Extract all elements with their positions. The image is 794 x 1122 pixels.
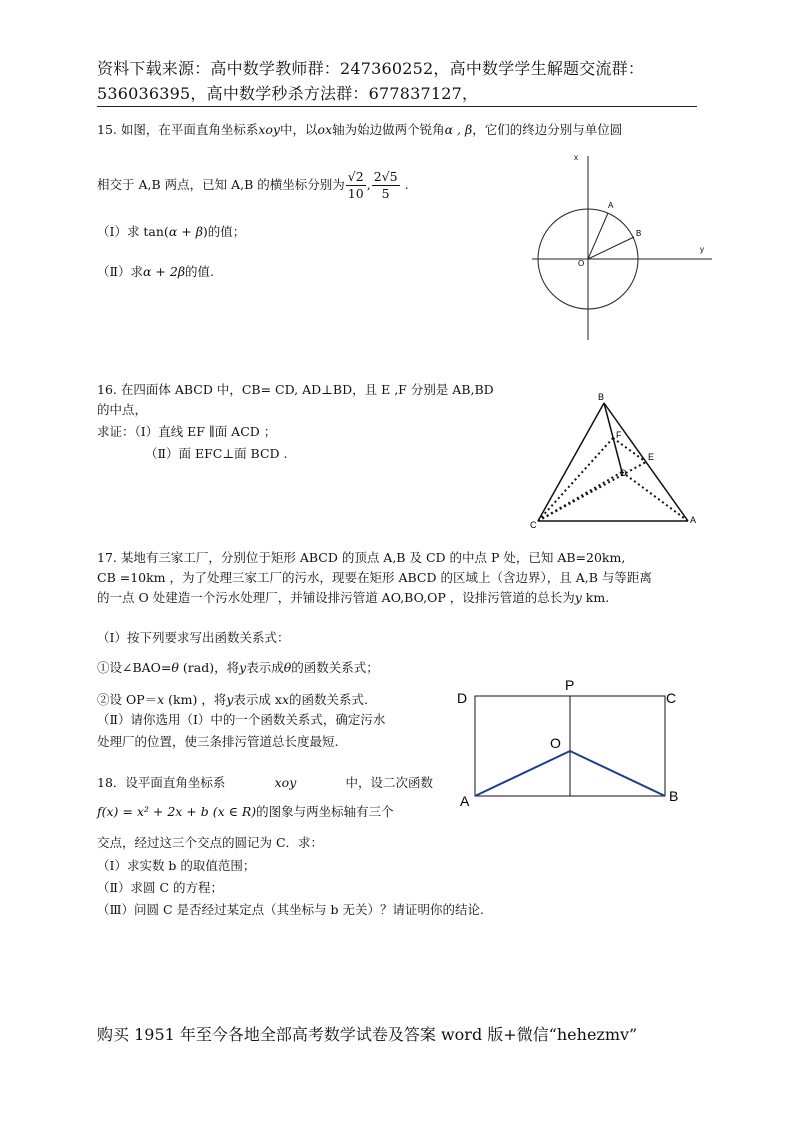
q17-part-2-line-1: （Ⅱ）请你选用（Ⅰ）中的一个函数关系式，确定污水	[97, 712, 386, 727]
fraction-2: $\frac{2√5}{5}$	[373, 168, 398, 201]
q18-line-2: f(x) = x² + 2x + b (x ∈ R)的图象与两坐标轴有三个	[97, 804, 394, 819]
vertex-label-d: D	[620, 468, 627, 478]
q16-line-4: （Ⅱ）面 EFC⊥面 BCD .	[145, 446, 288, 461]
point-label-f: F	[616, 430, 622, 440]
page-header	[97, 56, 707, 106]
vertex-label-c: C	[530, 520, 537, 530]
q16-line-2: 的中点，	[97, 402, 148, 417]
fraction-1: $\frac{√2}{10}$	[347, 168, 364, 201]
point-label-o: O	[550, 735, 561, 751]
q17-line-1: 17. 某地有三家工厂，分别位于矩形 ABCD 的顶点 A,B 及 CD 的中点 P 处，已知 AB=20km,	[97, 550, 626, 565]
axis-label-y: y	[700, 245, 704, 254]
header-line-1: 资料下载来源：高中数学教师群：247360252，高中数学学生解题交流群：	[97, 59, 645, 78]
point-label-o: O	[578, 259, 585, 268]
vertex-label-b: B	[598, 392, 605, 402]
q18-part-1: （Ⅰ）求实数 b 的取值范围；	[97, 858, 256, 873]
q17-part-1: （Ⅰ）按下列要求写出函数关系式：	[97, 630, 290, 645]
q17-line-2: CB =10km ，为了处理三家工厂的污水，现要在矩形 ABCD 的区域上（含边界），且 A,B 与等距离	[97, 570, 652, 585]
quadratic-function: f(x) = x² + 2x + b (x ∈ R)	[97, 804, 257, 819]
pipe-ao	[475, 751, 570, 796]
point-label-a: A	[608, 201, 614, 210]
edge-da	[622, 472, 688, 521]
q15-part-2: （Ⅱ）求α + 2β的值.	[97, 264, 215, 279]
point-label-b: B	[636, 229, 642, 238]
axis-label-x: x	[574, 153, 578, 162]
page-footer: 购买 1951 年至今各地全部高考数学试卷及答案 word 版+微信“hehezmv”	[97, 1025, 638, 1044]
q18-part-2: （Ⅱ）求圆 C 的方程；	[97, 880, 224, 895]
q15-part-1: （Ⅰ）求 tan(α + β)的值；	[97, 224, 246, 239]
q18-part-3: （Ⅲ）问圆 C 是否经过某定点（其坐标与 b 无关）？请证明你的结论.	[97, 902, 484, 917]
unit-circle-figure	[520, 148, 720, 348]
tetrahedron-figure	[530, 390, 710, 530]
vertex-label-b: B	[669, 788, 679, 804]
point-label-p: P	[565, 677, 575, 693]
q17-part-2-line-2: 处理厂的位置，使三条排污管道总长度最短.	[97, 734, 339, 749]
pipe-bo	[570, 751, 665, 796]
terminal-side-a	[588, 213, 608, 259]
terminal-side-b	[588, 237, 634, 259]
header-rule	[97, 106, 697, 107]
q15-line-1: 15. 如图，在平面直角坐标系xoy中，以ox轴为始边做两个锐角α , β，它们的终边分别与单位圆	[97, 122, 623, 137]
vertex-label-a: A	[690, 515, 697, 525]
q15-line-2: 相交于 A,B 两点，已知 A,B 的横坐标分别为 $\frac{√2}{10}$ , $\frac{2√5}{5}$ .	[97, 168, 409, 201]
edge-cd	[538, 472, 622, 521]
edge-cb	[538, 403, 604, 521]
header-line-2: 536036395，高中数学秒杀方法群：677837127，	[97, 84, 479, 103]
rectangle-figure	[452, 676, 692, 816]
q17-line-3: 的一点 O 处建造一个污水处理厂，并铺设排污管道 AO,BO,OP ，设排污管道的总长为y km.	[97, 590, 610, 605]
q17-sub-1: ①设∠BAO=θ (rad)，将y表示成θ的函数关系式；	[97, 660, 379, 675]
q16-line-1: 16. 在四面体 ABCD 中，CB= CD, AD⊥BD，且 E ,F 分别是 AB,BD	[97, 382, 494, 397]
vertex-label-d: D	[457, 690, 468, 706]
q16-line-3: 求证：（Ⅰ）直线 EF ∥面 ACD ；	[97, 424, 277, 439]
q18-line-1: 18．设平面直角坐标系 xoy 中，设二次函数	[97, 775, 433, 790]
point-label-e: E	[648, 452, 655, 462]
q18-line-3: 交点，经过这三个交点的圆记为 C．求：	[97, 835, 324, 850]
vertex-label-a: A	[460, 793, 470, 809]
q17-sub-2: ②设 OP＝x (km) ，将y表示成 xx的函数关系式.	[97, 692, 368, 707]
vertex-label-c: C	[666, 690, 677, 706]
line-cf	[538, 438, 613, 521]
